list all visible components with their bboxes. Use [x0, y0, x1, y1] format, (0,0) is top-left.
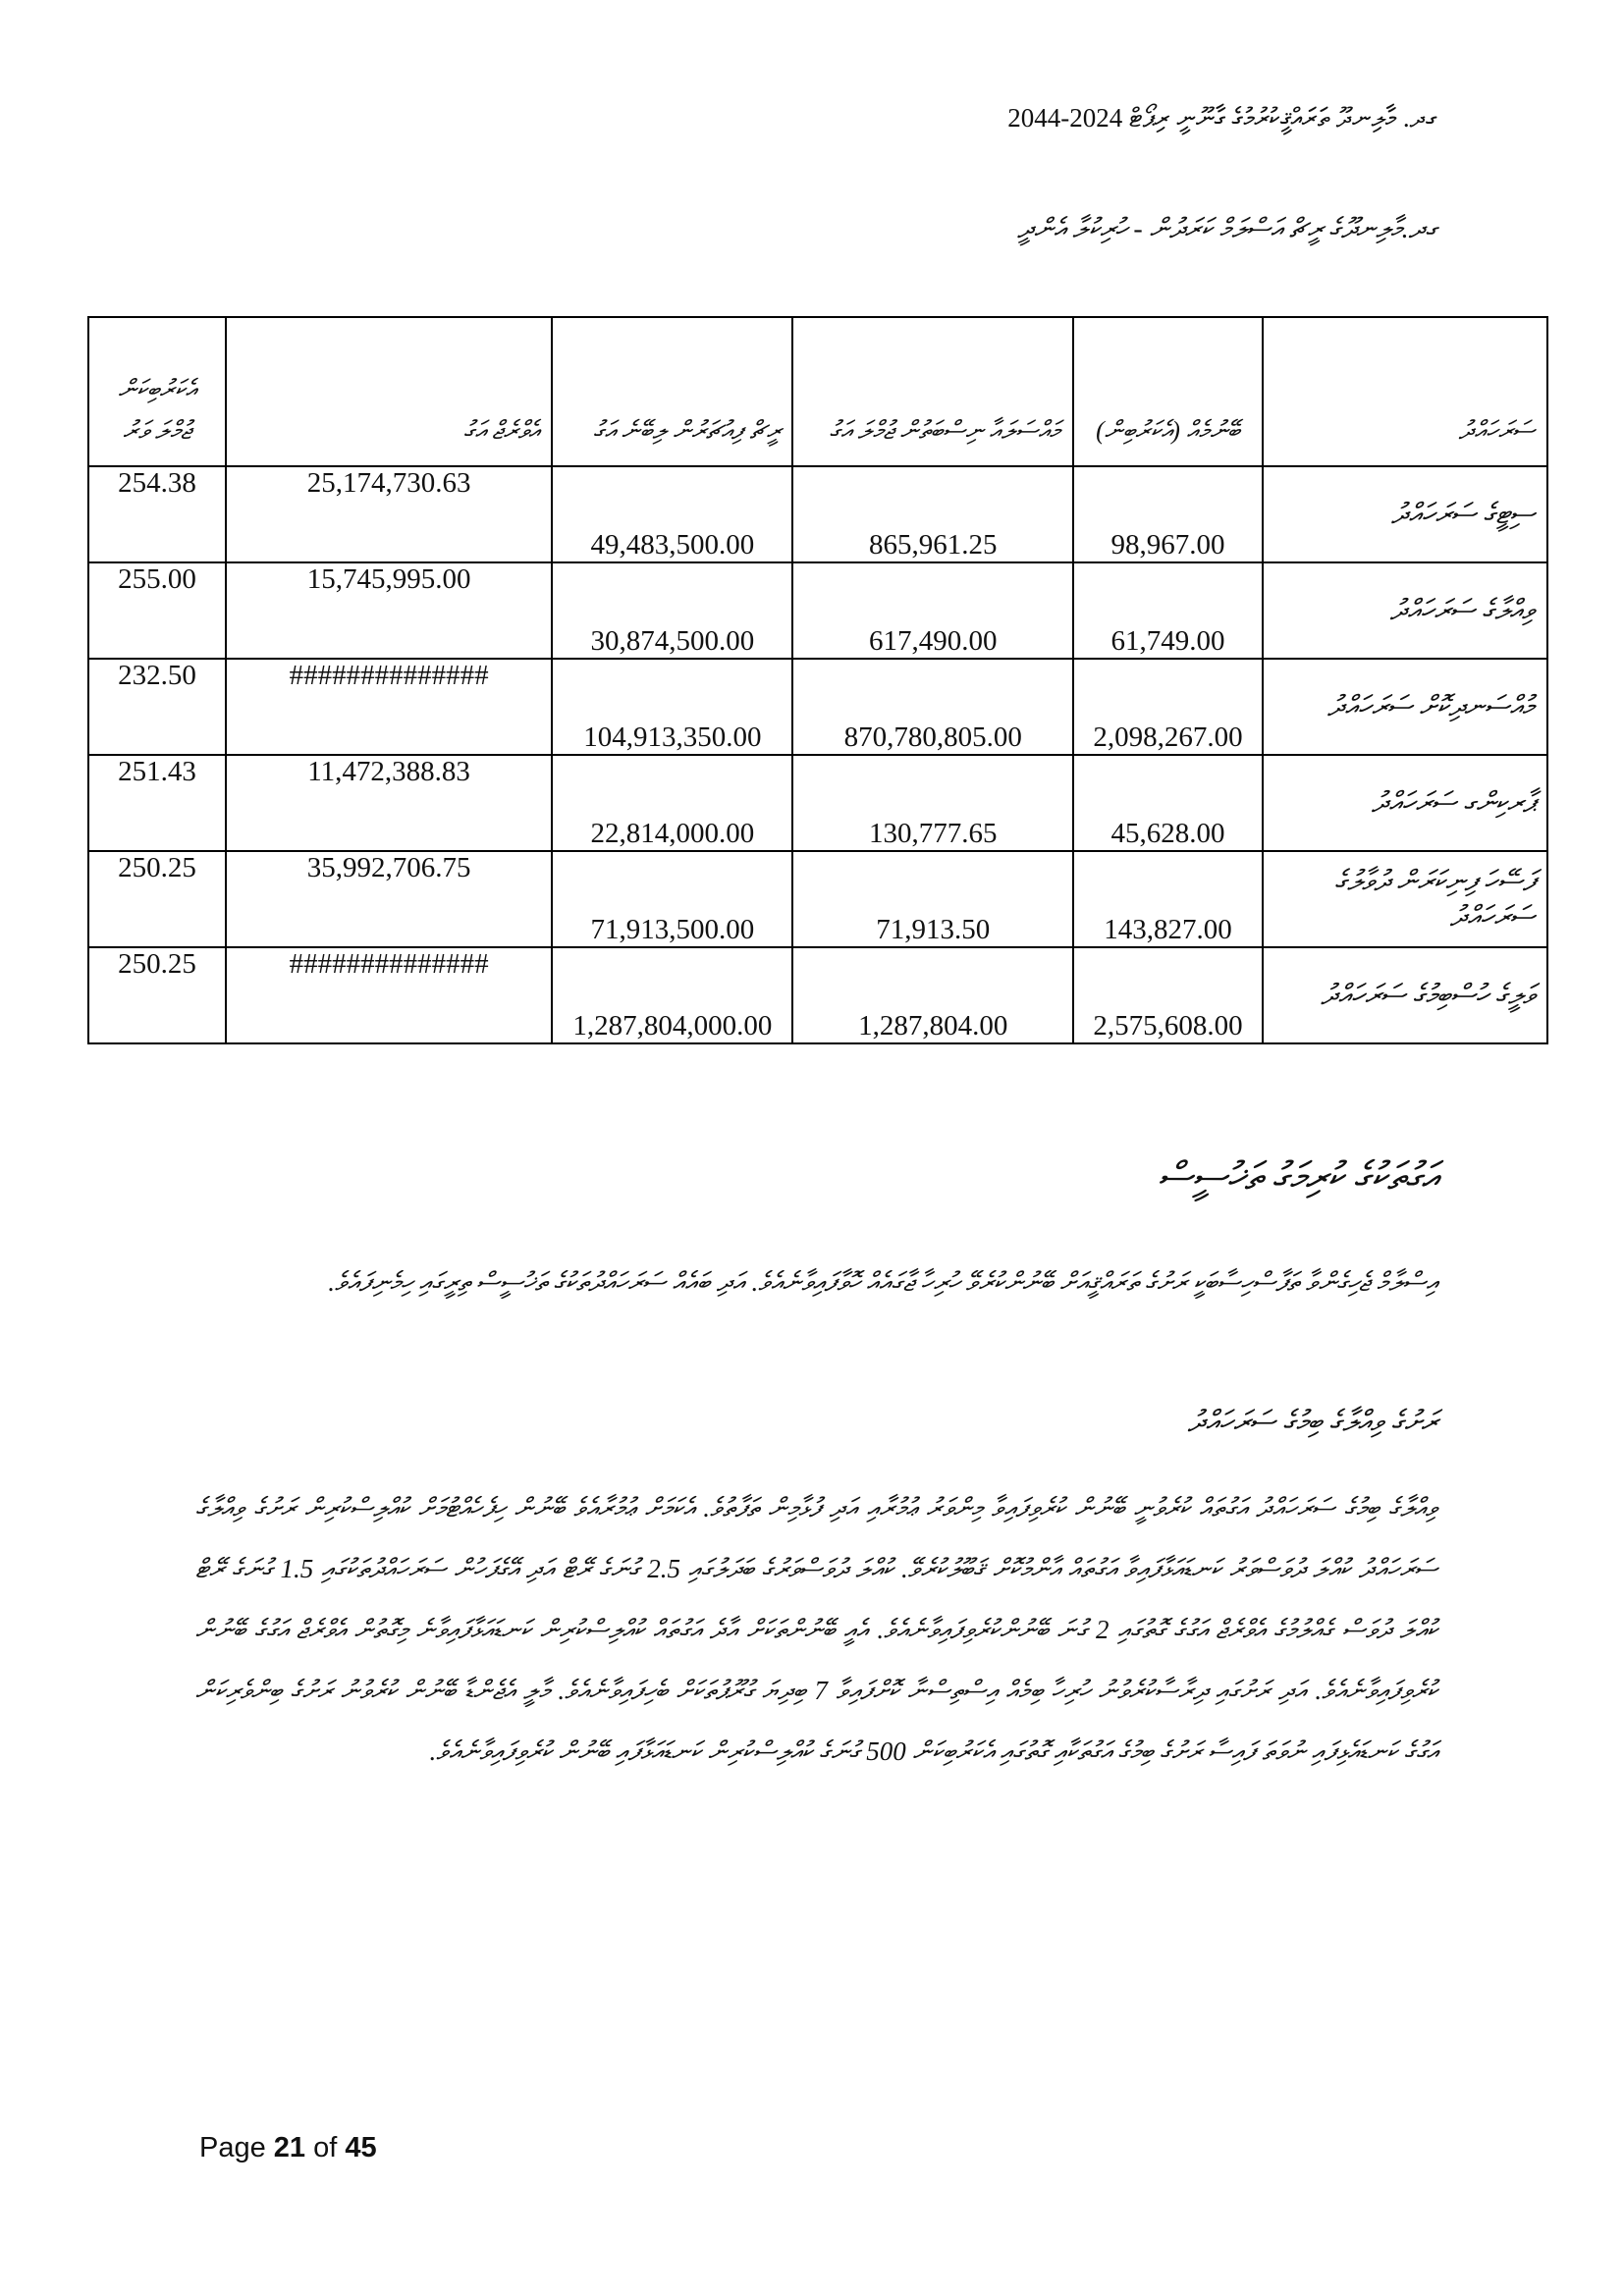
intro-paragraph: އިސްލާމް ޖެހިގެންވާ ތަފާސްހިސާބަކީ ރަށުގެ ތަރައްޤީއަށް ބޭނުންކުރެވޭ ހުރިހާ ޖާގައެއް ހޮވާފައިވާނެއެވެ. އަދި ބައެއް ސަރަހައްދުތަކުގެ ތަޚުސީސް ތިރީގައި ހިމެނިފައެވެ. [328, 1267, 1437, 1297]
cell-school: މުއްސަނދިކޮށް ސަރަހައްދު [1263, 659, 1547, 755]
cell-population: 61,749.00 [1073, 562, 1263, 659]
cell-school: ސިޓީގެ ސަރަހައްދު [1263, 466, 1547, 562]
of-label: of [313, 2132, 338, 2163]
cell-school: ޕާރކިންގ ސަރަހައްދު [1263, 755, 1547, 851]
section-heading: އަގުތަކުގެ ކުރިމަގު ތަޚުސީސް [1158, 1154, 1437, 1199]
cell-school: ވިއްލާގެ ސަރަހައްދު [1263, 562, 1547, 659]
table-row [88, 659, 1547, 755]
cell-unit: 254.38 [88, 466, 226, 562]
header-school: ސަރަހައްދު [1263, 317, 1547, 466]
cell-total: 11,472,388.83 [226, 755, 552, 851]
header-sqft: މައްސަލައާ ނިސްބަތުން ޖުމްލަ އަގު [792, 317, 1073, 466]
cell-sqft: 617,490.00 [792, 562, 1073, 659]
cell-total: 15,745,995.00 [226, 562, 552, 659]
cell-population: 143,827.00 [1073, 851, 1263, 947]
cell-school: ފަސޭހަ ފިނިކަރަން ދުވާލުގެ ސަރަހައްދު [1263, 851, 1547, 947]
document-header: ގދ. މާލިނދޫ ތަރައްޤީކުރުމުގެ ގާނޫނީ ރިޕޯޓް 2024-2044 [1007, 103, 1437, 133]
cell-sqft: 130,777.65 [792, 755, 1073, 851]
cell-funds: 1,287,804,000.00 [552, 947, 792, 1043]
cell-total: 35,992,706.75 [226, 851, 552, 947]
cell-sqft: 1,287,804.00 [792, 947, 1073, 1043]
cell-funds: 104,913,350.00 [552, 659, 792, 755]
page-footer [199, 2132, 377, 2164]
table-row [88, 947, 1547, 1043]
cell-unit: 232.50 [88, 659, 226, 755]
header-total: އެވްރެޖް އަގު [226, 317, 552, 466]
cell-unit: 250.25 [88, 947, 226, 1043]
cell-funds: 30,874,500.00 [552, 562, 792, 659]
table-row [88, 851, 1547, 947]
table-row [88, 562, 1547, 659]
cell-sqft: 865,961.25 [792, 466, 1073, 562]
table-caption: ގދ.މާލިނދޫގެ ރީޗް އަސްލަމް ކަރަދުން - ހުރިކުލާ އެންދީ [1017, 214, 1437, 244]
table-row [88, 755, 1547, 851]
cell-unit: 255.00 [88, 562, 226, 659]
table-row [88, 466, 1547, 562]
cell-total: ############## [226, 659, 552, 755]
cell-population: 2,575,608.00 [1073, 947, 1263, 1043]
table-header-row [88, 317, 1547, 466]
cell-population: 2,098,267.00 [1073, 659, 1263, 755]
body-paragraph: ވިއްލާގެ ބިމުގެ ސަރަހައްދު އަގުތައް ކުރެވުނީ ބޭނުން ކުރެވިފައިވާ މިންވަރު ޢުމުރާއި އަދި ފުޅާމިން ތަފާތުވެ. އެކަމަށް ޢުމުރާއެވެ ބޭނުން ހިފެހެއްޓުމަށް ކުއްލިސްކުރިން ރަށުގެ ވިއްލާގެ ސަރަހައްދު ކުއްލަ ދުވަސްވަރު ކަނޑައަޅާފައިވާ އަގުތައް އާންމުކޮށް ޤަބޫލުކުރެވޭ. ކުއްލަ ދުވަސްވަރުގެ ބަދަލުގައި 2.5 ގުނަގެ ރޭޓް އަދި އޭގެފަހުން ސަރަހައްދުތަކުގައި 1.5 ގުނަގެ ރޭޓް ކުއްލަ ދުވަސް ގެއްލުމުގެ އެވްރެޖް އަގުގެ ގޮތުގައި 2 ގުނަ ބޭނުންކުރެވިފައިވާނެއެވެ. އެއީ ބޭނުންތަކަށް އާދެ އަގުތައް ކުއްލިސްކުރިން ކަނޑައަޅާފައިވާނެ މިގޮތުން އެވްރެޖް އަގުގެ ބޭނުން ކުރެވިފައިވާނެއެވެ. އަދި ރަށުގައި ދިރާސާކުރެވުނު ހުރިހާ ބިމެއް އިސްތިސްނާ ކޮށްފައިވާ 7 ބިދިޔަ ގުރޫޕުތަކަށް ބެހިފައިވާނެއެވެ. މާލީ އެޖެންޑާ ބޭނުން ކުރެވުނު ރަށުގެ ބިންވެރިކަން އަގުގެ ކަނޑައެޅިފައި ނުވަތަ ފައިސާ ރަށުގެ ބިމުގެ އަގުތަކާއި ގޮތުގައި އެކަރުބިކަން 500 ގުނަގެ ކުއްލިސްކުރިން ކަނޑައަޅާފައި ބޭނުން ކުރެވިފައިވާނެއެވެ. [195, 1493, 1438, 1766]
subsection-heading: ރަށުގެ ވިއްލާގެ ބިމުގެ ސަރަހައްދު [1187, 1406, 1437, 1438]
cell-school: ވަލީގެ ހުސްބިމުގެ ސަރަހައްދު [1263, 947, 1547, 1043]
cell-total: 25,174,730.63 [226, 466, 552, 562]
header-population: ބޭނުމެއް (އެކަރުބިން) [1073, 317, 1263, 466]
cell-sqft: 870,780,805.00 [792, 659, 1073, 755]
cell-sqft: 71,913.50 [792, 851, 1073, 947]
cell-population: 98,967.00 [1073, 466, 1263, 562]
cell-funds: 49,483,500.00 [552, 466, 792, 562]
budget-table [87, 316, 1548, 1044]
cell-funds: 22,814,000.00 [552, 755, 792, 851]
cell-population: 45,628.00 [1073, 755, 1263, 851]
cell-unit: 251.43 [88, 755, 226, 851]
cell-total: ############## [226, 947, 552, 1043]
current-page: 21 [273, 2132, 306, 2163]
cell-unit: 250.25 [88, 851, 226, 947]
header-funds: ރީޗް ފިއުޗަރުން ލިބޭނެ އަގު [552, 317, 792, 466]
cell-funds: 71,913,500.00 [552, 851, 792, 947]
page-label: Page [199, 2132, 266, 2163]
header-unit: އެކަރުބިކަން ޖުމްލަ ވަރު [88, 317, 226, 466]
total-pages: 45 [345, 2132, 377, 2163]
